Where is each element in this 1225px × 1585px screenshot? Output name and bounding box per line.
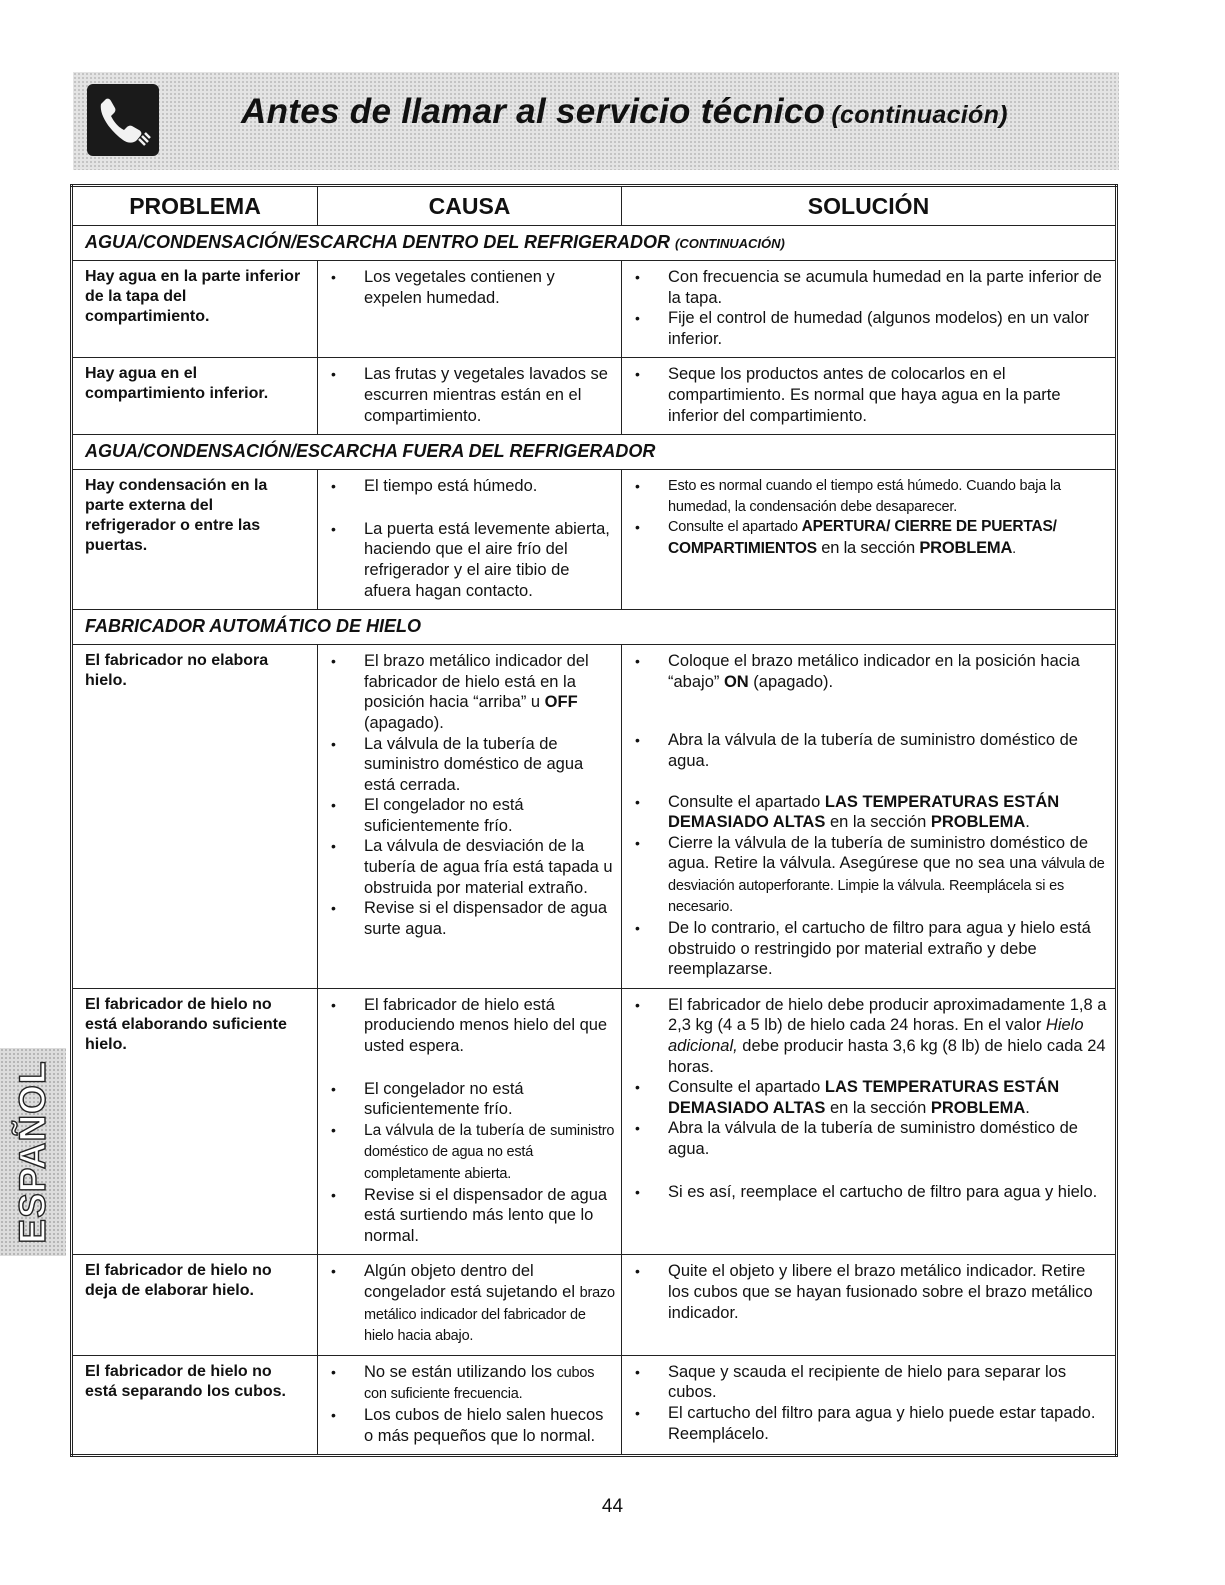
solution-text: El fabricador de hielo debe producir aproximadamente 1,8 a 2,3 kg (4 a 5 lb) de hielo cada 24 horas. En el valor [668,995,1107,1035]
cause-text: Algún objeto dentro del congelador está sujetando el [364,1262,580,1301]
problem-cell: Hay agua en el compartimiento inferior. [72,358,318,435]
page-title [241,92,1008,132]
language-side-tab-label: ESPAÑOL [12,1060,53,1244]
solution-cell [622,1355,1117,1455]
solution-item: • De lo contrario, el cartucho de filtro para agua y hielo está obstruido o restringido por material extraño y debe reemplazarse. [622,918,1109,980]
cause-item: • Los vegetales contienen y expelen humedad. [318,267,615,308]
cause-cell [318,988,622,1255]
solution-item: • Quite el objeto y libere el brazo metálico indicador. Retire los cubos que se hayan fusionado sobre el brazo metálico indicador. [622,1261,1109,1323]
solution-item: • Fije el control de humedad (algunos modelos) en un valor inferior. [622,308,1109,349]
cause-item: • El tiempo está húmedo. [318,476,615,497]
cause-item: • Revise si el dispensador de agua está surtiendo más lento que lo normal. [318,1185,615,1247]
solution-text: en la sección [825,813,931,832]
table-row [72,1355,1117,1455]
cause-item [318,651,615,733]
problem-cell: Hay agua en la parte inferior de la tapa del compartimiento. [72,261,318,358]
cause-text: (apagado). [364,713,444,732]
page-header-banner [73,72,1119,170]
solution-italic: Hielo adicional, [668,1016,1084,1056]
solution-bold-ref: PROBLEMA [919,538,1013,557]
cause-cell [318,261,622,358]
cause-item: • La válvula de la tubería de suministro doméstico de agua está cerrada. [318,734,615,796]
table-row [72,988,1117,1255]
solution-text: en la sección [825,1098,931,1117]
header-solution: SOLUCIÓN [622,186,1117,226]
section-row [72,226,1117,261]
table-row [72,358,1117,435]
cause-cell [318,1255,622,1355]
solution-bold-ref: PROBLEMA [930,1098,1026,1117]
section-row [72,435,1117,470]
cause-text: La válvula de la tubería de [364,1121,551,1139]
solution-cell [622,470,1117,610]
cause-text: No se están utilizando los [364,1362,557,1381]
problem-cell: El fabricador no elabora hielo. [72,645,318,989]
table-header-row [72,186,1117,226]
problem-cell: El fabricador de hielo no está separando los cubos. [72,1355,318,1455]
solution-bold-ref: PROBLEMA [930,813,1026,832]
cause-text: suministro doméstico de agua no está completamente abierta. [364,1122,615,1182]
solution-cell [622,988,1117,1255]
cause-item: • El fabricador de hielo está produciendo menos hielo del que usted espera. [318,995,615,1057]
solution-text: . [1012,540,1017,557]
solution-item: • Saque y scauda el recipiente de hielo para separar los cubos. [622,1362,1109,1403]
problem-cell: Hay condensación en la parte externa del refrigerador o entre las puertas. [72,470,318,610]
solution-text: (apagado). [748,672,834,691]
cause-cell [318,358,622,435]
section-title: AGUA/CONDENSACIÓN/ESCARCHA FUERA DEL REFRIGERADOR [72,435,1117,470]
solution-text: Cierre la válvula de la tubería de suministro doméstico de agua. Retire la válvula. Asegúrese que no sea una [668,833,1089,873]
solution-text: . [1025,813,1030,832]
page-number: 44 [601,1496,624,1517]
solution-bold-ref: APERTURA/ CIERRE DE PUERTAS/ COMPARTIMIENTOS [668,518,1057,557]
cause-bold-ref: OFF [544,693,578,712]
solution-text: válvula de desviación autoperforante. Limpie la válvula. Reemplácela si es necesario. [668,856,1105,916]
header-problem: PROBLEMA [72,186,318,226]
cause-item: • Revise si el dispensador de agua surte agua. [318,898,615,939]
section-title-text: AGUA/CONDENSACIÓN/ESCARCHA DENTRO DEL REFRIGERADOR [85,232,671,252]
cause-item: • El congelador no está suficientemente frío. [318,795,615,836]
cause-item: • La válvula de desviación de la tubería de agua fría está tapada u obstruida por material extraño. [318,836,615,898]
cause-item: • Los cubos de hielo salen huecos o más pequeños que lo normal. [318,1405,615,1446]
section-title-suffix: (CONTINUACIÓN) [675,236,785,251]
solution-item: • Abra la válvula de la tubería de suministro doméstico de agua. [622,1118,1109,1159]
solution-text: Consulte el apartado [668,519,802,536]
section-title [72,226,1117,261]
problem-cell: El fabricador de hielo no está elaborando suficiente hielo. [72,988,318,1255]
solution-cell [622,261,1117,358]
cause-item [318,1362,615,1405]
solution-text: Consulte el apartado [668,792,825,811]
cause-cell [318,645,622,989]
cause-cell [318,470,622,610]
solution-item: • Abra la válvula de la tubería de suministro doméstico de agua. [622,730,1109,771]
section-title: FABRICADOR AUTOMÁTICO DE HIELO [72,610,1117,645]
solution-bold-ref: ON [723,672,749,691]
problem-cell: El fabricador de hielo no deja de elaborar hielo. [72,1255,318,1355]
cause-item: • El congelador no está suficientemente frío. [318,1079,615,1120]
solution-item: • Con frecuencia se acumula humedad en la parte inferior de la tapa. [622,267,1109,308]
solution-item: • El cartucho del filtro para agua y hielo puede estar tapado. Reemplácelo. [622,1403,1109,1444]
header-cause: CAUSA [318,186,622,226]
cause-text: brazo metálico indicador del fabricador de hielo hacia abajo. [364,1284,615,1345]
solution-text: . [1025,1098,1030,1117]
solution-bold-ref: LAS TEMPERATURAS ESTÁN DEMASIADO ALTAS [668,792,1060,832]
solution-item [622,517,1109,559]
section-row [72,610,1117,645]
page-title-main: Antes de llamar al servicio técnico [241,92,826,131]
cause-text: El brazo metálico indicador del fabricador de hielo está en la posición hacia “arriba” u [364,652,589,712]
solution-item [622,995,1109,1077]
solution-cell [622,645,1117,989]
solution-cell [622,1255,1117,1355]
table-row [72,470,1117,610]
solution-item [622,1077,1109,1118]
cause-item [318,1120,615,1185]
solution-text: Consulte el apartado [668,1078,825,1097]
language-side-tab [0,1048,66,1256]
table-row [72,261,1117,358]
solution-item [622,792,1109,833]
solution-cell [622,358,1117,435]
table-row [72,645,1117,989]
solution-text: debe producir hasta 3,6 kg (8 lb) de hielo cada 24 horas. [668,1037,1106,1076]
troubleshooting-table [70,184,1118,1457]
solution-item: • Si es así, reemplace el cartucho de filtro para agua y hielo. [622,1182,1109,1203]
solution-item: • Esto es normal cuando el tiempo está húmedo. Cuando baja la humedad, la condensación debe desaparecer. [622,476,1109,517]
phone-handset-icon [87,84,159,156]
cause-item [318,1261,615,1346]
solution-bold-ref: LAS TEMPERATURAS ESTÁN DEMASIADO ALTAS [668,1078,1060,1117]
solution-item: • Seque los productos antes de colocarlos en el compartimiento. Es normal que haya agua en la parte inferior del compartimiento. [622,364,1109,426]
table-row [72,1255,1117,1355]
solution-item [622,651,1109,692]
cause-cell [318,1355,622,1455]
cause-item: • La puerta está levemente abierta, haciendo que el aire frío del refrigerador y el aire tibio de afuera hagan contacto. [318,519,615,601]
cause-item: • Las frutas y vegetales lavados se escurren mientras están en el compartimiento. [318,364,615,426]
cause-text: cubos con suficiente frecuencia. [364,1364,595,1403]
solution-text: en la sección [816,538,920,557]
page-title-suffix: (continuación) [831,101,1008,129]
solution-item [622,833,1109,918]
solution-text: Coloque el brazo metálico indicador en la posición hacia “abajo” [668,652,1080,691]
